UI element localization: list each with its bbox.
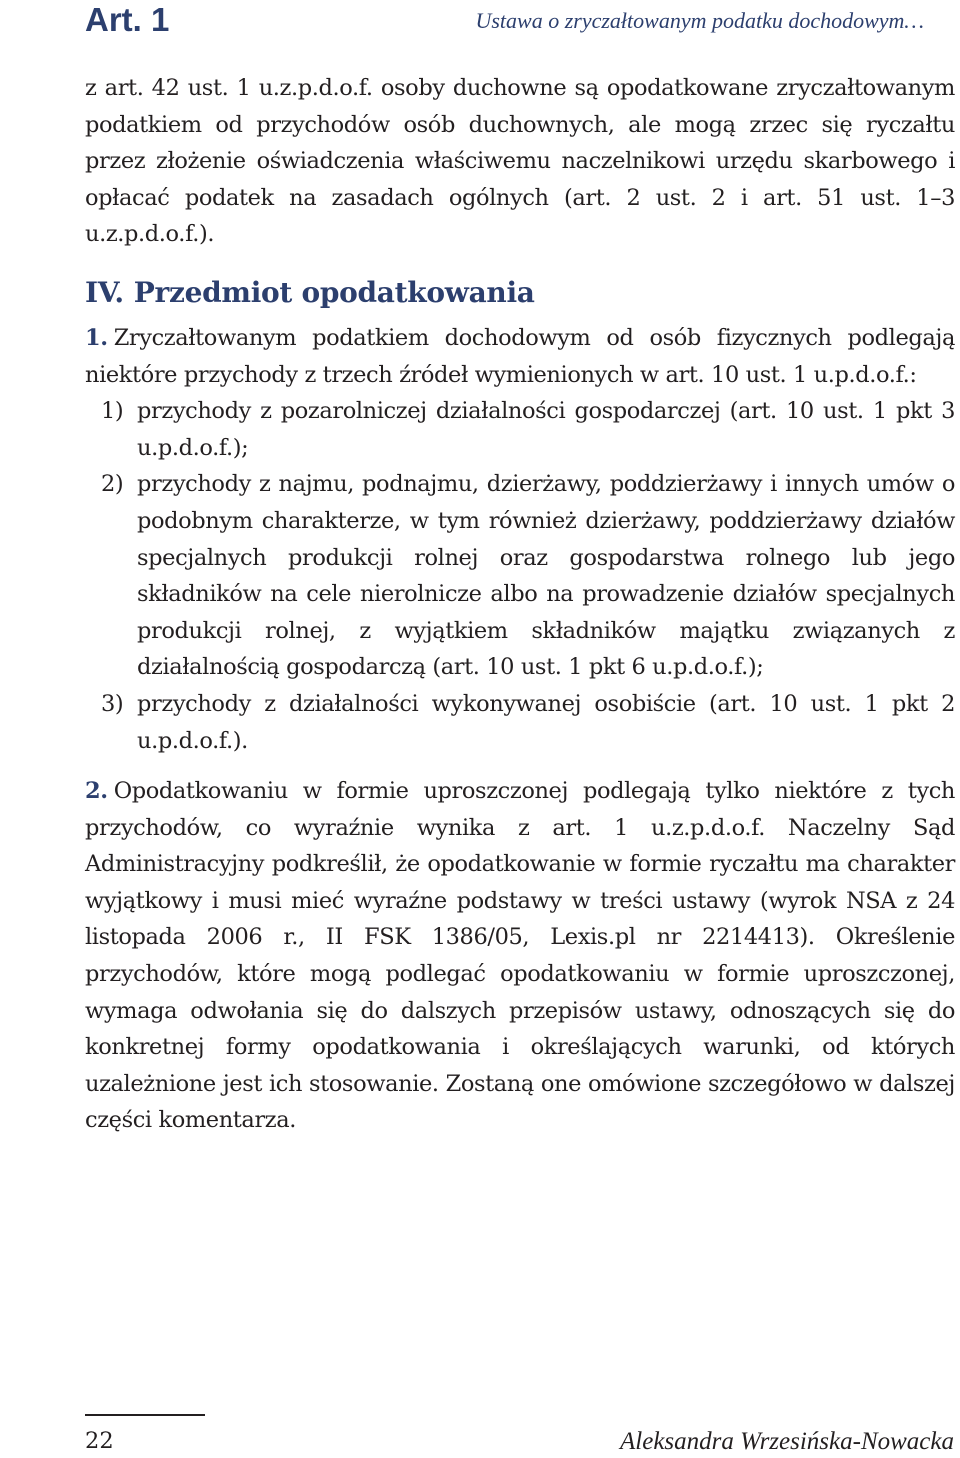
footer-divider xyxy=(85,1414,205,1416)
page-header xyxy=(85,0,924,48)
running-title: Ustawa o zryczałtowanym podatku dochodowym… xyxy=(475,8,924,33)
section-number: IV. xyxy=(85,275,124,309)
list-item xyxy=(85,466,955,686)
list-item-text: przychody z pozarolniczej działalności gospodarczej (art. 10 ust. 1 pkt 3 u.p.d.o.f.); xyxy=(137,398,955,461)
section-title: Przedmiot opodatkowania xyxy=(133,275,535,309)
list-marker: 2) xyxy=(101,471,124,498)
page-content xyxy=(85,70,955,1139)
list-marker: 3) xyxy=(101,690,124,717)
author-name: Aleksandra Wrzesińska-Nowacka xyxy=(620,1428,954,1455)
paragraph-2 xyxy=(85,773,955,1139)
list-item xyxy=(85,393,955,466)
article-label: Art. 1 xyxy=(85,1,170,38)
section-heading xyxy=(85,274,955,312)
paragraph-number: 1. xyxy=(85,324,108,351)
list-marker: 1) xyxy=(101,398,124,425)
paragraph-1 xyxy=(85,320,955,393)
paragraph-text: Zryczałtowanym podatkiem dochodowym od osób fizycznych podlegają niektóre przychody z trzech źródeł wymienionych w art. 10 ust. 1 u.p.d.o.f.: xyxy=(85,324,955,388)
paragraph-text: Opodatkowaniu w formie uproszczonej podlegają tylko niektóre z tych przychodów, co wyraźnie wynika z art. 1 u.z.p.d.o.f. Naczelny Sąd Administracyjny podkreślił, że opodatkowanie w formie ryczałtu ma charakter wyjątkowy i musi mieć wyraźne podstawy w treści ustawy (wyrok NSA z 24 listopada 2006 r., II FSK 1386/05, Lexis.pl nr 2214413). Określenie przychodów, które mogą podlegać opodatkowaniu w formie uproszczonej, wymaga odwołania się do dalszych przepisów ustawy, odnoszących się do konkretnej formy opodatkowania i określających warunki, od których uzależnione jest ich stosowanie. Zostaną one omówione szczegółowo w dalszej części komentarza. xyxy=(85,778,955,1134)
paragraph-number: 2. xyxy=(85,778,108,805)
page-number: 22 xyxy=(85,1428,114,1454)
income-source-list xyxy=(85,393,955,759)
list-item-text: przychody z najmu, podnajmu, dzierżawy, poddzierżawy i innych umów o podobnym charakterze, w tym również dzierżawy, poddzierżawy działów specjalnych produkcji rolnej oraz gospodarstwa rolnego lub jego składników na cele nierolnicze albo na prowadzenie działów specjalnych produkcji rolnej, z wyjątkiem składników majątku związanych z działalnością gospodarczą (art. 10 ust. 1 pkt 6 u.p.d.o.f.); xyxy=(137,471,955,681)
list-item xyxy=(85,686,955,759)
page-footer xyxy=(85,1428,954,1458)
intro-paragraph: z art. 42 ust. 1 u.z.p.d.o.f. osoby duchowne są opodatkowane zryczałtowanym podatkiem od przychodów osób duchownych, ale mogą zrzec się ryczałtu przez złożenie oświadczenia właściwemu naczelnikowi urzędu skarbowego i opłacać podatek na zasadach ogólnych (art. 2 ust. 2 i art. 51 ust. 1–3 u.z.p.d.o.f.). xyxy=(85,75,955,248)
list-item-text: przychody z działalności wykonywanej osobiście (art. 10 ust. 1 pkt 2 u.p.d.o.f.). xyxy=(137,690,955,754)
